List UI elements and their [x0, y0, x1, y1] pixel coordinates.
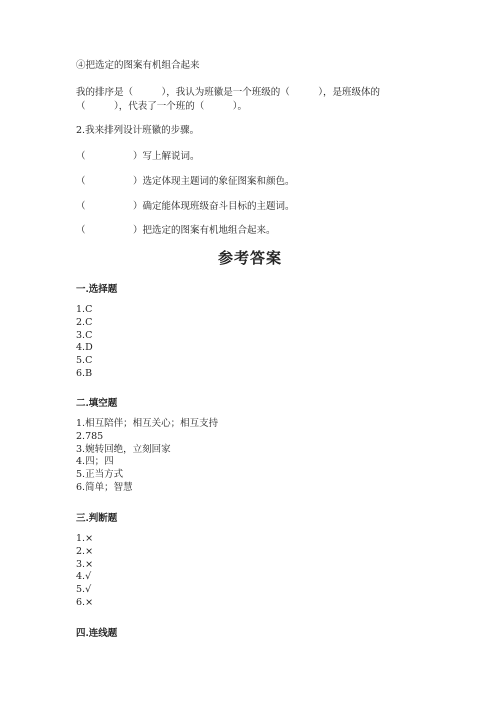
step-line-3: （ ）确定能体现班级奋斗目标的主题词。 — [76, 201, 295, 212]
step-4-text: ④把选定的图案有机组合起来 — [76, 60, 200, 71]
order-sentence: 我的排序是（ ），我认为班徽是一个班级的（ ），是班级体的（ ），代表了一个班的（ ）。 — [76, 87, 381, 112]
list-item: 6.× — [76, 596, 94, 608]
section-choice-heading: 一.选择题 — [76, 284, 118, 295]
section-match-heading: 四.连线题 — [76, 628, 118, 639]
list-item: 4.四；四 — [76, 456, 114, 468]
list-item: 5.C — [76, 355, 93, 367]
judge-answers-list — [76, 533, 93, 610]
list-item: 1.C — [76, 304, 93, 315]
section-fill-heading: 二.填空题 — [76, 398, 118, 409]
list-item: 3.C — [76, 329, 93, 341]
answers-title: 参考答案 — [217, 249, 282, 267]
step-line-1: （ ）写上解说词。 — [76, 151, 200, 162]
step-line-4: （ ）把选定的图案有机地组合起来。 — [76, 225, 276, 236]
section-judge-heading: 三.判断题 — [76, 513, 118, 524]
list-item: 3.婉转回绝，立刻回家 — [76, 443, 171, 455]
list-item: 6.简单；智慧 — [76, 481, 133, 493]
list-item: 2.C — [76, 316, 93, 328]
list-item: 3.× — [76, 558, 94, 570]
fill-answers-list — [76, 418, 218, 495]
list-item: 4.√ — [76, 571, 92, 583]
list-item: 2.785 — [76, 430, 104, 442]
list-item: 1.相互陪伴；相互关心；相互支持 — [76, 418, 219, 429]
choice-answers-list — [76, 304, 93, 381]
list-item: 5.正当方式 — [76, 469, 124, 481]
list-item: 6.B — [76, 367, 93, 379]
list-item: 2.× — [76, 545, 94, 557]
list-item: 5.√ — [76, 584, 92, 596]
list-item: 4.D — [76, 342, 93, 354]
question-2-prompt: 2.我来排列设计班徽的步骤。 — [76, 125, 200, 136]
step-line-2: （ ）选定体现主题词的象征图案和颜色。 — [76, 176, 295, 187]
list-item: 1.× — [76, 533, 94, 544]
